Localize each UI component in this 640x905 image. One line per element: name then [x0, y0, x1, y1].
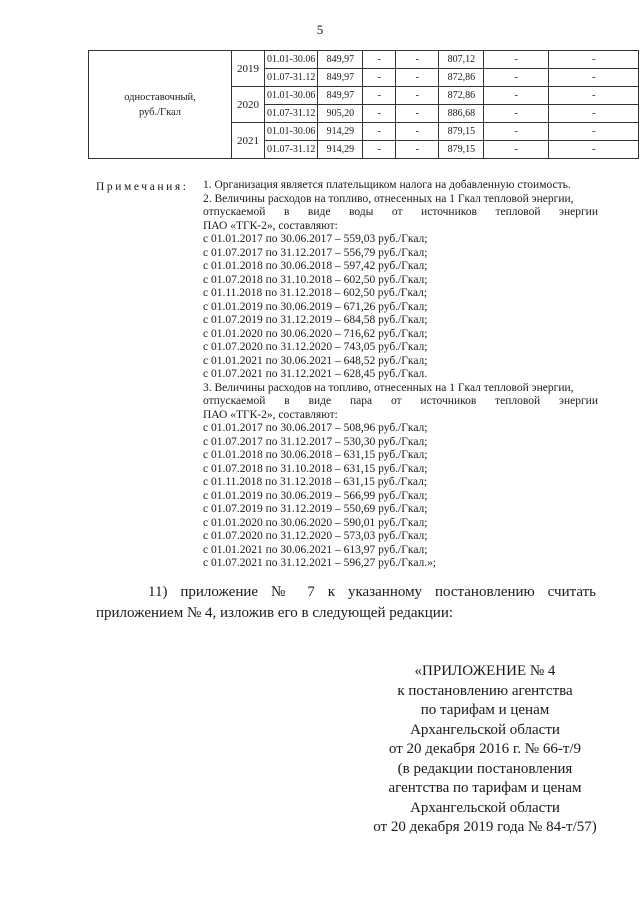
dash-cell: - [363, 69, 396, 87]
steam-fuel-item: с 01.07.2018 по 31.10.2018 – 631,15 руб./Гкал; [203, 462, 428, 475]
dash-cell: - [549, 105, 639, 123]
period-cell: 01.01-30.06 [265, 123, 318, 141]
notes-block [203, 179, 598, 571]
value-cell: 886,68 [439, 105, 484, 123]
notes-title: Примечания: [96, 181, 189, 193]
note-2-line-2: отпускаемой в виде воды от источников тепловой энергии [203, 206, 598, 218]
dash-cell: - [363, 141, 396, 159]
dash-cell: - [549, 141, 639, 159]
dash-cell: - [484, 123, 549, 141]
dash-cell: - [484, 141, 549, 159]
appendix-line: от 20 декабря 2016 г. № 66-т/9 [388, 741, 582, 757]
dash-cell: - [396, 123, 439, 141]
steam-fuel-item: с 01.01.2018 по 30.06.2018 – 631,15 руб./Гкал; [203, 449, 428, 461]
value-cell: 905,20 [318, 105, 363, 123]
year-cell: 2019 [232, 51, 265, 87]
note-1: 1. Организация является плательщиком налога на добавленную стоимость. [203, 179, 571, 191]
tariff-table [88, 50, 639, 159]
steam-fuel-item: с 01.01.2020 по 30.06.2020 – 590,01 руб./Гкал; [203, 516, 428, 529]
amendment-line-2: приложением № 4, изложив его в следующей редакции: [96, 605, 454, 621]
value-cell: 872,86 [439, 87, 484, 105]
water-fuel-item: с 01.07.2019 по 31.12.2019 – 684,58 руб./Гкал; [203, 314, 428, 326]
amendment-line-1: 11) приложение № 7 к указанному постановлению считать [148, 584, 596, 600]
appendix-title: «ПРИЛОЖЕНИЕ № 4 [414, 663, 556, 679]
dash-cell: - [549, 51, 639, 69]
tariff-type-label [89, 51, 232, 159]
steam-fuel-item: с 01.07.2017 по 31.12.2017 – 530,30 руб./Гкал; [203, 435, 428, 448]
period-cell: 01.01-30.06 [265, 51, 318, 69]
water-fuel-item: с 01.07.2018 по 31.10.2018 – 602,50 руб./Гкал; [203, 273, 428, 286]
amendment-paragraph [96, 582, 596, 624]
steam-fuel-item: с 01.01.2019 по 30.06.2019 – 566,99 руб./Гкал; [203, 489, 428, 502]
dash-cell: - [396, 51, 439, 69]
tariff-type-line1: одноставочный, [124, 91, 196, 103]
water-fuel-item: с 01.01.2018 по 30.06.2018 – 597,42 руб./Гкал; [203, 260, 428, 272]
dash-cell: - [484, 87, 549, 105]
dash-cell: - [363, 123, 396, 141]
table-row [89, 51, 639, 69]
dash-cell: - [363, 105, 396, 123]
period-cell: 01.07-31.12 [265, 69, 318, 87]
dash-cell: - [484, 69, 549, 87]
period-cell: 01.07-31.12 [265, 141, 318, 159]
period-cell: 01.07-31.12 [265, 105, 318, 123]
dash-cell: - [363, 87, 396, 105]
steam-fuel-item: с 01.11.2018 по 31.12.2018 – 631,15 руб./Гкал; [203, 476, 428, 488]
dash-cell: - [396, 141, 439, 159]
dash-cell: - [396, 105, 439, 123]
appendix-line: (в редакции постановления [397, 760, 573, 777]
appendix-line: от 20 декабря 2019 года № 84-т/57) [373, 819, 597, 835]
dash-cell: - [549, 87, 639, 105]
value-cell: 849,97 [318, 69, 363, 87]
water-fuel-item: с 01.07.2017 по 31.12.2017 – 556,79 руб./Гкал; [203, 246, 428, 259]
water-fuel-item: с 01.01.2019 по 30.06.2019 – 671,26 руб./Гкал; [203, 300, 428, 313]
value-cell: 879,15 [439, 141, 484, 159]
note-3-line-3: ПАО «ТГК-2», составляют: [203, 408, 338, 421]
dash-cell: - [549, 123, 639, 141]
appendix-line: к постановлению агентства [397, 682, 573, 699]
appendix-line: Архангельской области [410, 799, 560, 816]
dash-cell: - [396, 69, 439, 87]
appendix-header [340, 662, 630, 838]
year-cell: 2020 [232, 87, 265, 123]
appendix-line: по тарифам и ценам [420, 702, 550, 718]
note-3-line-2: отпускаемой в виде пара от источников тепловой энергии [203, 395, 598, 407]
dash-cell: - [363, 51, 396, 69]
dash-cell: - [549, 69, 639, 87]
steam-fuel-item: с 01.07.2020 по 31.12.2020 – 573,03 руб./Гкал; [203, 530, 428, 542]
page-number: 5 [316, 22, 324, 37]
dash-cell: - [396, 87, 439, 105]
tariff-type-line2: руб./Гкал [138, 106, 182, 118]
water-fuel-item: с 01.07.2020 по 31.12.2020 – 743,05 руб./Гкал; [203, 341, 428, 353]
note-2-line-1: 2. Величины расходов на топливо, отнесенных на 1 Гкал тепловой энергии, [203, 192, 574, 205]
dash-cell: - [484, 51, 549, 69]
value-cell: 849,97 [318, 51, 363, 69]
steam-fuel-item: с 01.01.2017 по 30.06.2017 – 508,96 руб./Гкал; [203, 422, 428, 434]
water-fuel-item: с 01.01.2020 по 30.06.2020 – 716,62 руб./Гкал; [203, 327, 428, 340]
value-cell: 914,29 [318, 123, 363, 141]
appendix-line: Архангельской области [410, 721, 560, 738]
value-cell: 807,12 [439, 51, 484, 69]
water-fuel-item: с 01.11.2018 по 31.12.2018 – 602,50 руб./Гкал; [203, 287, 428, 299]
value-cell: 872,86 [439, 69, 484, 87]
period-cell: 01.01-30.06 [265, 87, 318, 105]
water-fuel-item: с 01.07.2021 по 31.12.2021 – 628,45 руб./Гкал. [203, 368, 428, 380]
note-3-line-1: 3. Величины расходов на топливо, отнесенных на 1 Гкал тепловой энергии, [203, 381, 574, 394]
note-2-line-3: ПАО «ТГК-2», составляют: [203, 219, 338, 232]
year-cell: 2021 [232, 123, 265, 159]
steam-fuel-item: с 01.07.2021 по 31.12.2021 – 596,27 руб./Гкал.»; [203, 557, 437, 569]
water-fuel-item: с 01.01.2017 по 30.06.2017 – 559,03 руб./Гкал; [203, 233, 428, 245]
value-cell: 914,29 [318, 141, 363, 159]
appendix-line: агентства по тарифам и ценам [388, 780, 582, 796]
dash-cell: - [484, 105, 549, 123]
steam-fuel-item: с 01.07.2019 по 31.12.2019 – 550,69 руб./Гкал; [203, 503, 428, 515]
value-cell: 849,97 [318, 87, 363, 105]
value-cell: 879,15 [439, 123, 484, 141]
steam-fuel-item: с 01.01.2021 по 30.06.2021 – 613,97 руб./Гкал; [203, 543, 428, 556]
water-fuel-item: с 01.01.2021 по 30.06.2021 – 648,52 руб./Гкал; [203, 354, 428, 367]
